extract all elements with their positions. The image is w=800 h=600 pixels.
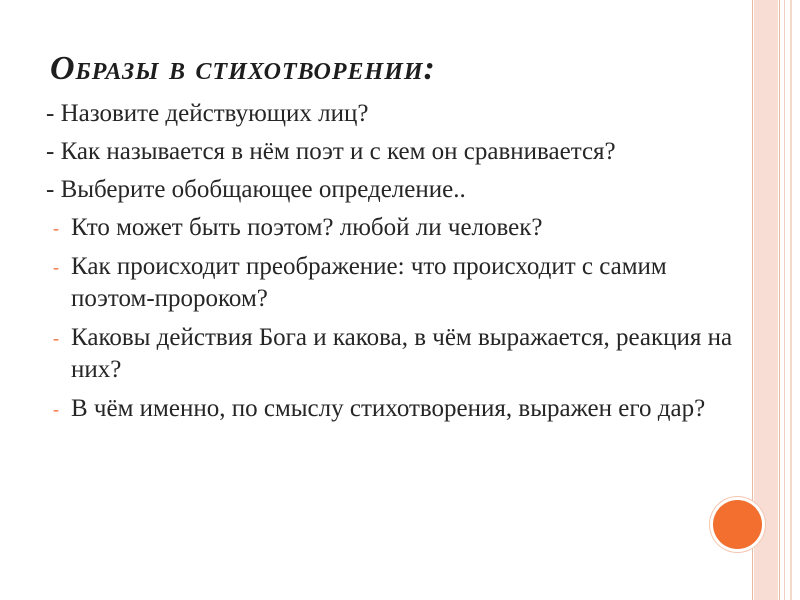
decorative-orange-circle [713,500,762,549]
bullet-marker: - [53,399,59,419]
decorative-line [790,0,792,600]
decorative-line [784,0,785,600]
bullet-text: Как происходит преображение: что происходит с самим поэтом-пророком? [71,253,667,312]
bullet-item [46,251,746,315]
slide-body [46,98,746,432]
bullet-item [46,322,746,386]
dash-line: - Как называется в нём поэт и с кем он сравнивается? [46,138,616,165]
slide-title: Образы в стихотворении: [50,50,436,87]
bullet-text: В чём именно, по смыслу стихотворения, выражен его дар? [71,395,706,422]
bullet-marker: - [53,257,59,277]
dash-line: - Назовите действующих лиц? [46,100,369,127]
bullet-marker: - [53,328,59,348]
bullet-text: Кто может быть поэтом? любой ли человек? [71,214,543,241]
bullet-text: Каковы действия Бога и какова, в чём выражается, реакция на них? [71,324,733,383]
dash-line: - Выберите обобщающее определение.. [46,176,466,203]
decorative-line [779,0,780,600]
bullet-marker: - [53,218,59,238]
bullet-item [46,393,746,425]
bullet-item [46,212,746,244]
